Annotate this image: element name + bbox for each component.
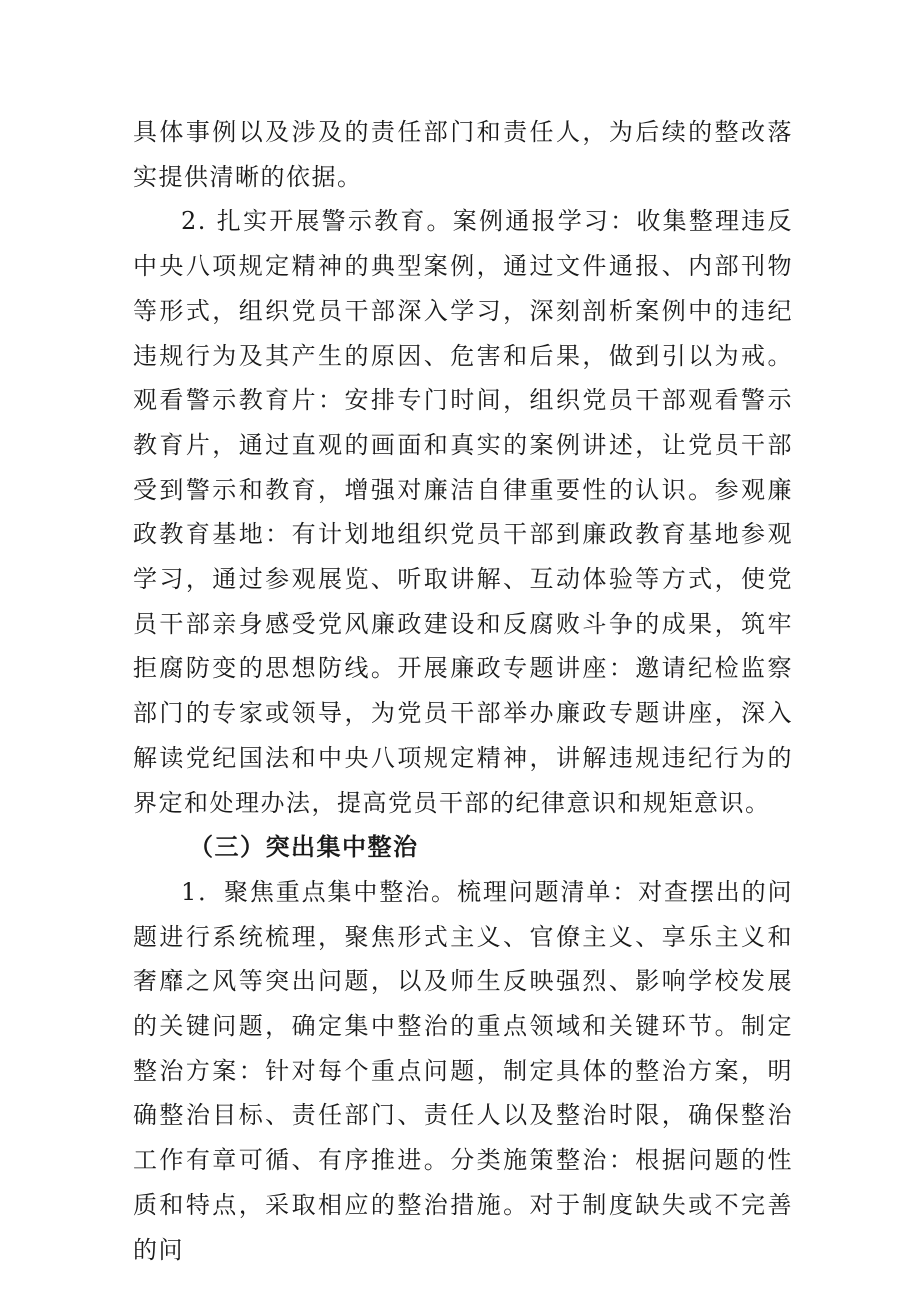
paragraph-focused-rectification: 1．聚焦重点集中整治。梳理问题清单：对查摆出的问题进行系统梳理，聚焦形式主义、官僚主义、享乐主义和奢靡之风等突出问题，以及师生反映强烈、影响学校发展的关键问题，确定集中整治的重点领域和关键环节。制定整治方案：针对每个重点问题，制定具体的整治方案，明确整治目标、责任部门、责任人以及整治时限，确保整治工作有章可循、有序推进。分类施策整治：根据问题的性质和特点，采取相应的整治措施。对于制度缺失或不完善的问 [133, 877, 793, 1264]
section-heading-focused-rectification: （三）突出集中整治 [189, 832, 419, 862]
document-body [133, 110, 793, 1272]
paragraph-continuation: 具体事例以及涉及的责任部门和责任人，为后续的整改落实提供清晰的依据。 [133, 118, 793, 191]
paragraph-warning-education: 2. 扎实开展警示教育。案例通报学习：收集整理违反中央八项规定精神的典型案例，通过文件通报、内部刊物等形式，组织党员干部深入学习，深刻剖析案例中的违纪违规行为及其产生的原因、危害和后果，做到引以为戒。观看警示教育片：安排专门时间，组织党员干部观看警示教育片，通过直观的画面和真实的案例讲述，让党员干部受到警示和教育，增强对廉洁自律重要性的认识。参观廉政教育基地：有计划地组织党员干部到廉政教育基地参观学习，通过参观展览、听取讲解、互动体验等方式，使党员干部亲身感受党风廉政建设和反腐败斗争的成果，筑牢拒腐防变的思想防线。开展廉政专题讲座：邀请纪检监察部门的专家或领导，为党员干部举办廉政专题讲座，深入解读党纪国法和中央八项规定精神，讲解违规违纪行为的界定和处理办法，提高党员干部的纪律意识和规矩意识。 [133, 207, 793, 817]
